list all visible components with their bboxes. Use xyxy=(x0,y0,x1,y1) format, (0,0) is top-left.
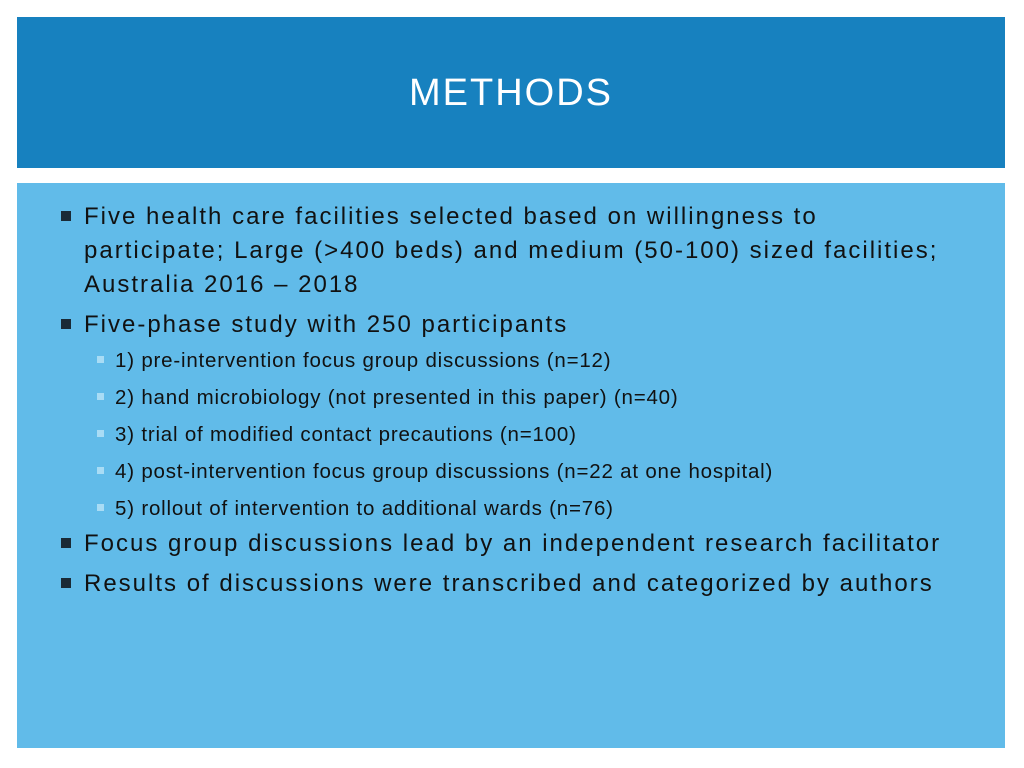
small-square-bullet-icon xyxy=(97,393,104,400)
slide-title: METHODS xyxy=(409,72,613,114)
small-square-bullet-icon xyxy=(97,430,104,437)
bullet-item xyxy=(60,567,960,601)
sub-bullet-text: 1) pre-intervention focus group discussions (n=12) xyxy=(115,349,612,372)
small-square-bullet-icon xyxy=(97,467,104,474)
square-bullet-icon xyxy=(61,319,71,329)
title-bar xyxy=(17,17,1005,168)
sub-bullet-list xyxy=(60,342,960,527)
bullet-item xyxy=(60,200,960,302)
sub-bullet-item xyxy=(60,490,960,527)
bullet-item xyxy=(60,527,960,561)
square-bullet-icon xyxy=(61,211,71,221)
bullet-item xyxy=(60,308,960,342)
sub-bullet-group xyxy=(60,342,960,527)
sub-bullet-text: 5) rollout of intervention to additional wards (n=76) xyxy=(115,497,614,520)
small-square-bullet-icon xyxy=(97,504,104,511)
sub-bullet-item xyxy=(60,453,960,490)
sub-bullet-item xyxy=(60,416,960,453)
bullet-text: Five health care facilities selected based on willingness to participate; Large (>400 beds) and medium (50-100) sized facilities; Australia 2016 – 2018 xyxy=(84,203,939,298)
bullet-text: Results of discussions were transcribed and categorized by authors xyxy=(84,570,934,597)
sub-bullet-item xyxy=(60,342,960,379)
sub-bullet-text: 4) post-intervention focus group discussions (n=22 at one hospital) xyxy=(115,460,774,483)
sub-bullet-item xyxy=(60,379,960,416)
bullet-text: Five-phase study with 250 participants xyxy=(84,311,569,338)
square-bullet-icon xyxy=(61,578,71,588)
bullet-list xyxy=(60,200,960,607)
content-panel xyxy=(17,183,1005,748)
square-bullet-icon xyxy=(61,538,71,548)
sub-bullet-text: 2) hand microbiology (not presented in this paper) (n=40) xyxy=(115,386,679,409)
bullet-text: Focus group discussions lead by an independent research facilitator xyxy=(84,530,942,557)
small-square-bullet-icon xyxy=(97,356,104,363)
sub-bullet-text: 3) trial of modified contact precautions (n=100) xyxy=(115,423,577,446)
